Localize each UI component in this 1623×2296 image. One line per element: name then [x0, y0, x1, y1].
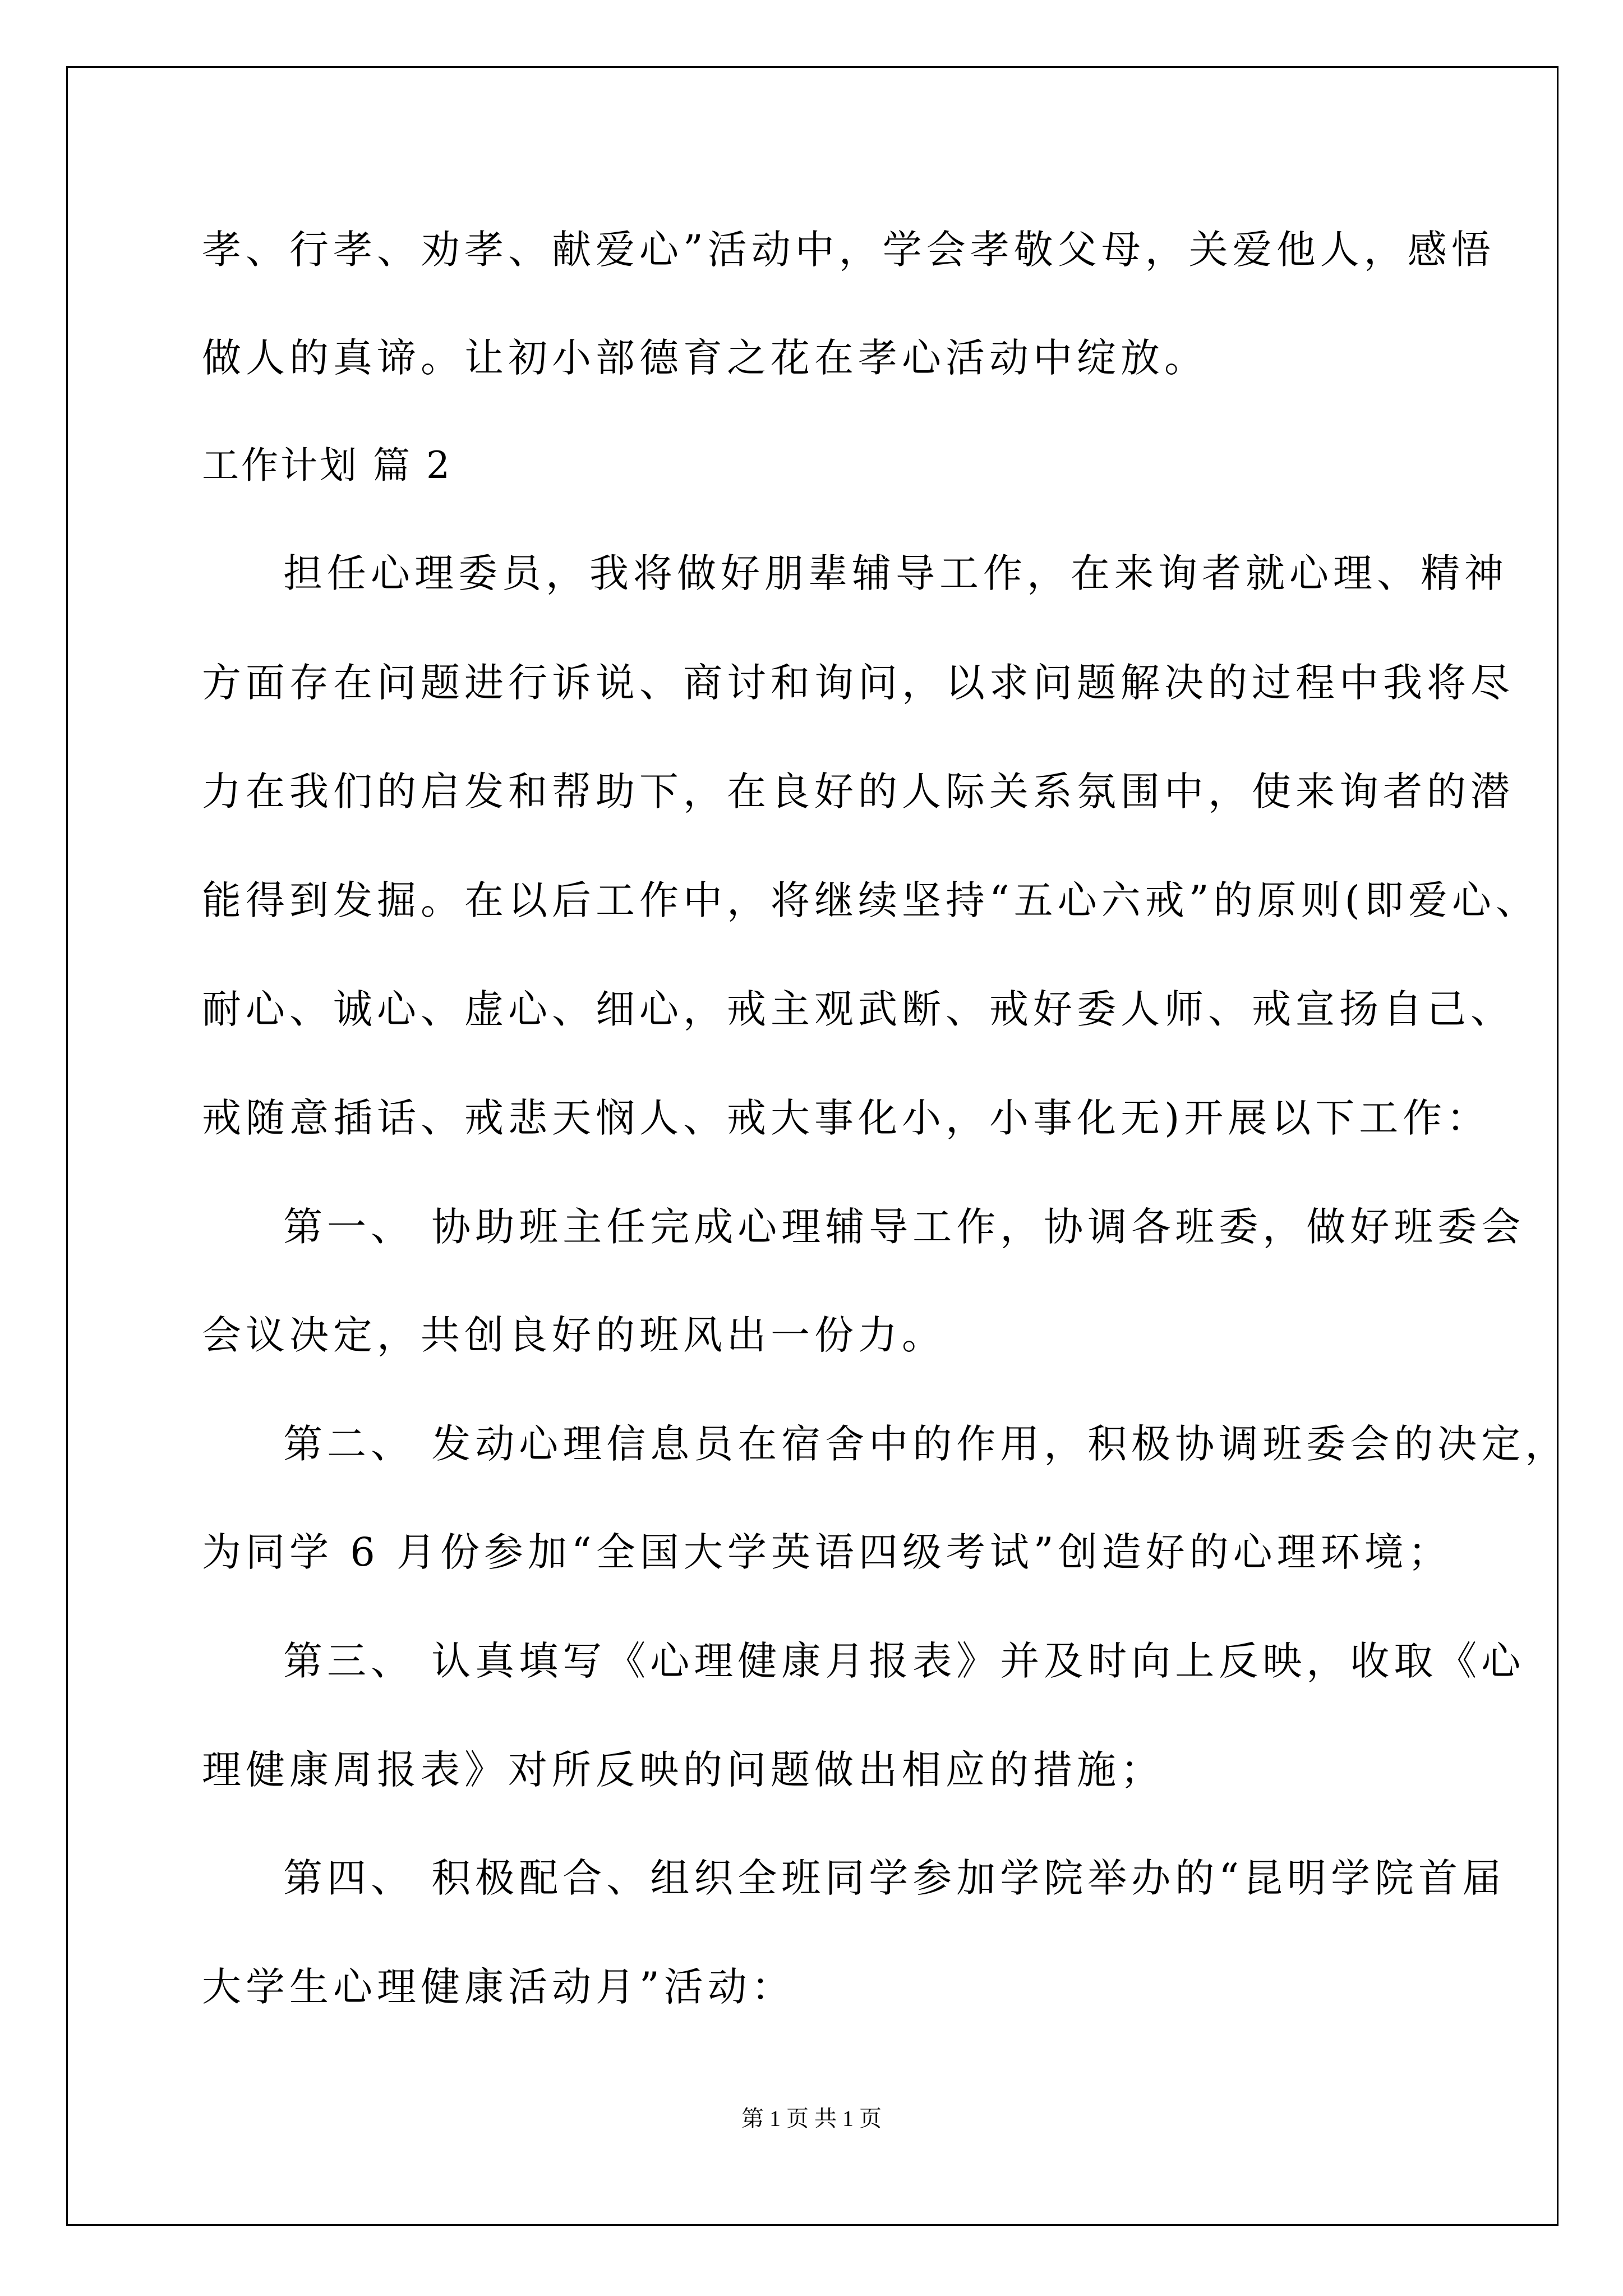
text-line: 理健康周报表》对所反映的问题做出相应的措施； — [202, 1747, 1164, 1793]
text-line: 耐心、诚心、虚心、细心，戒主观武断、戒好委人师、戒宣扬自己、 — [202, 986, 1514, 1032]
text-line: 戒随意插话、戒悲天悯人、戒大事化小，小事化无)开展以下工作： — [202, 1095, 1491, 1141]
paragraph-first-line: 第四、 积极配合、组织全班同学参加学院举办的“昆明学院首届 — [283, 1855, 1506, 1901]
text-line: 做人的真谛。让初小部德育之花在孝心活动中绽放。 — [202, 335, 1208, 381]
text-line: 孝、行孝、劝孝、献爱心”活动中，学会孝敬父母，关爱他人，感悟 — [202, 227, 1495, 273]
text-line: 力在我们的启发和帮助下，在良好的人际关系氛围中，使来询者的潜 — [202, 769, 1514, 815]
text-line: 方面存在问题进行诉说、商讨和询问，以求问题解决的过程中我将尽 — [202, 660, 1514, 706]
page-footer: 第 1 页 共 1 页 — [741, 2106, 882, 2131]
page-border — [66, 66, 1559, 2226]
text-line: 大学生心理健康活动月”活动： — [202, 1964, 795, 2010]
text-line: 为同学 6 月份参加“全国大学英语四级考试”创造好的心理环境； — [202, 1529, 1452, 1575]
paragraph-first-line: 第二、 发动心理信息员在宿舍中的作用，积极协调班委会的决定， — [283, 1421, 1569, 1467]
section-heading: 工作计划 篇 2 — [202, 444, 452, 487]
paragraph-first-line: 第一、 协助班主任完成心理辅导工作，协调各班委，做好班委会 — [283, 1204, 1525, 1250]
text-line: 能得到发掘。在以后工作中，将继续坚持“五心六戒”的原则(即爱心、 — [202, 877, 1539, 923]
text-line: 会议决定，共创良好的班风出一份力。 — [202, 1312, 946, 1358]
paragraph-first-line: 担任心理委员，我将做好朋辈辅导工作，在来询者就心理、精神 — [283, 550, 1508, 596]
paragraph-first-line: 第三、 认真填写《心理健康月报表》并及时向上反映，收取《心 — [283, 1638, 1525, 1684]
